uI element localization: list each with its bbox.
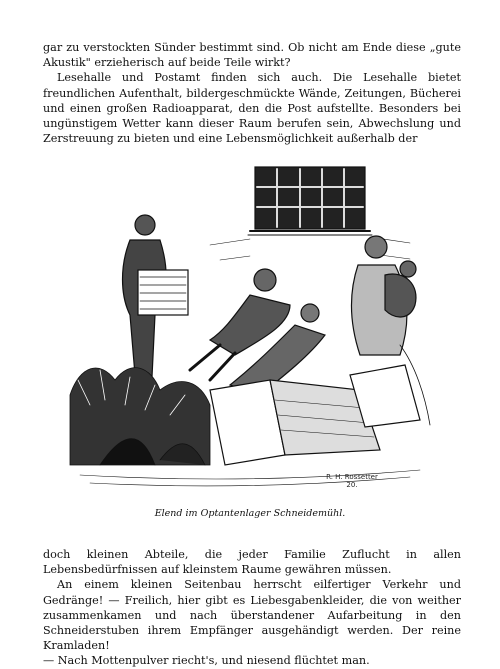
paragraph-mothballs: — Nach Mottenpulver riecht's, und niesend flüchtet man. (43, 654, 370, 668)
standing-man (123, 215, 189, 377)
artist-signature (322, 473, 382, 489)
signature-year: 20. (346, 481, 358, 489)
paragraph-compartments: doch kleinen Abteile, die jeder Familie Zuflucht in allen Lebensbedürfnissen auf kleinstem Raume gewähren müssen. (43, 548, 461, 577)
camp-sketch (60, 165, 440, 497)
illustration-caption: Elend im Optantenlager Schneidemühl. (154, 508, 346, 519)
signature-name: R. H. Rossetter (326, 473, 378, 481)
paragraph-side-building: An einem kleinen Seitenbau herrscht eilfertiger Verkehr und Gedränge! — Freilich, hier gibt es Liebesgabenkleider, die von weither zusammenkamen und nach überstandener Aufarbeitung in den Schneiderstuben ihrem Empfänger ausgehändigt werden. Der reine Kramladen! (43, 578, 461, 653)
foliage (70, 368, 210, 465)
woman-with-child (351, 236, 416, 355)
illustration-camp-drawing (60, 165, 440, 497)
paragraph-reading-hall: Lesehalle und Postamt finden sich auch. Die Lesehalle bietet freundlichen Aufenthalt, bildergeschmückte Wände, Zeitungen, Bücherei und einen großen Radioapparat, den die Post aufstellte. Besonders bei ungünstigem Wetter kann dieser Raum berufen sein, Abwechslung und Zerstreuung zu bieten und eine Lebensmöglichkeit außerhalb der (43, 71, 461, 146)
paragraph-acoustics: gar zu verstockten Sünder bestimmt sind. Ob nicht am Ende diese „gute Akustik" erzieherisch auf beide Teile wirkt? (43, 41, 461, 70)
top-text-block (43, 40, 461, 146)
bottom-text-block (43, 547, 461, 669)
barred-window (248, 167, 372, 235)
